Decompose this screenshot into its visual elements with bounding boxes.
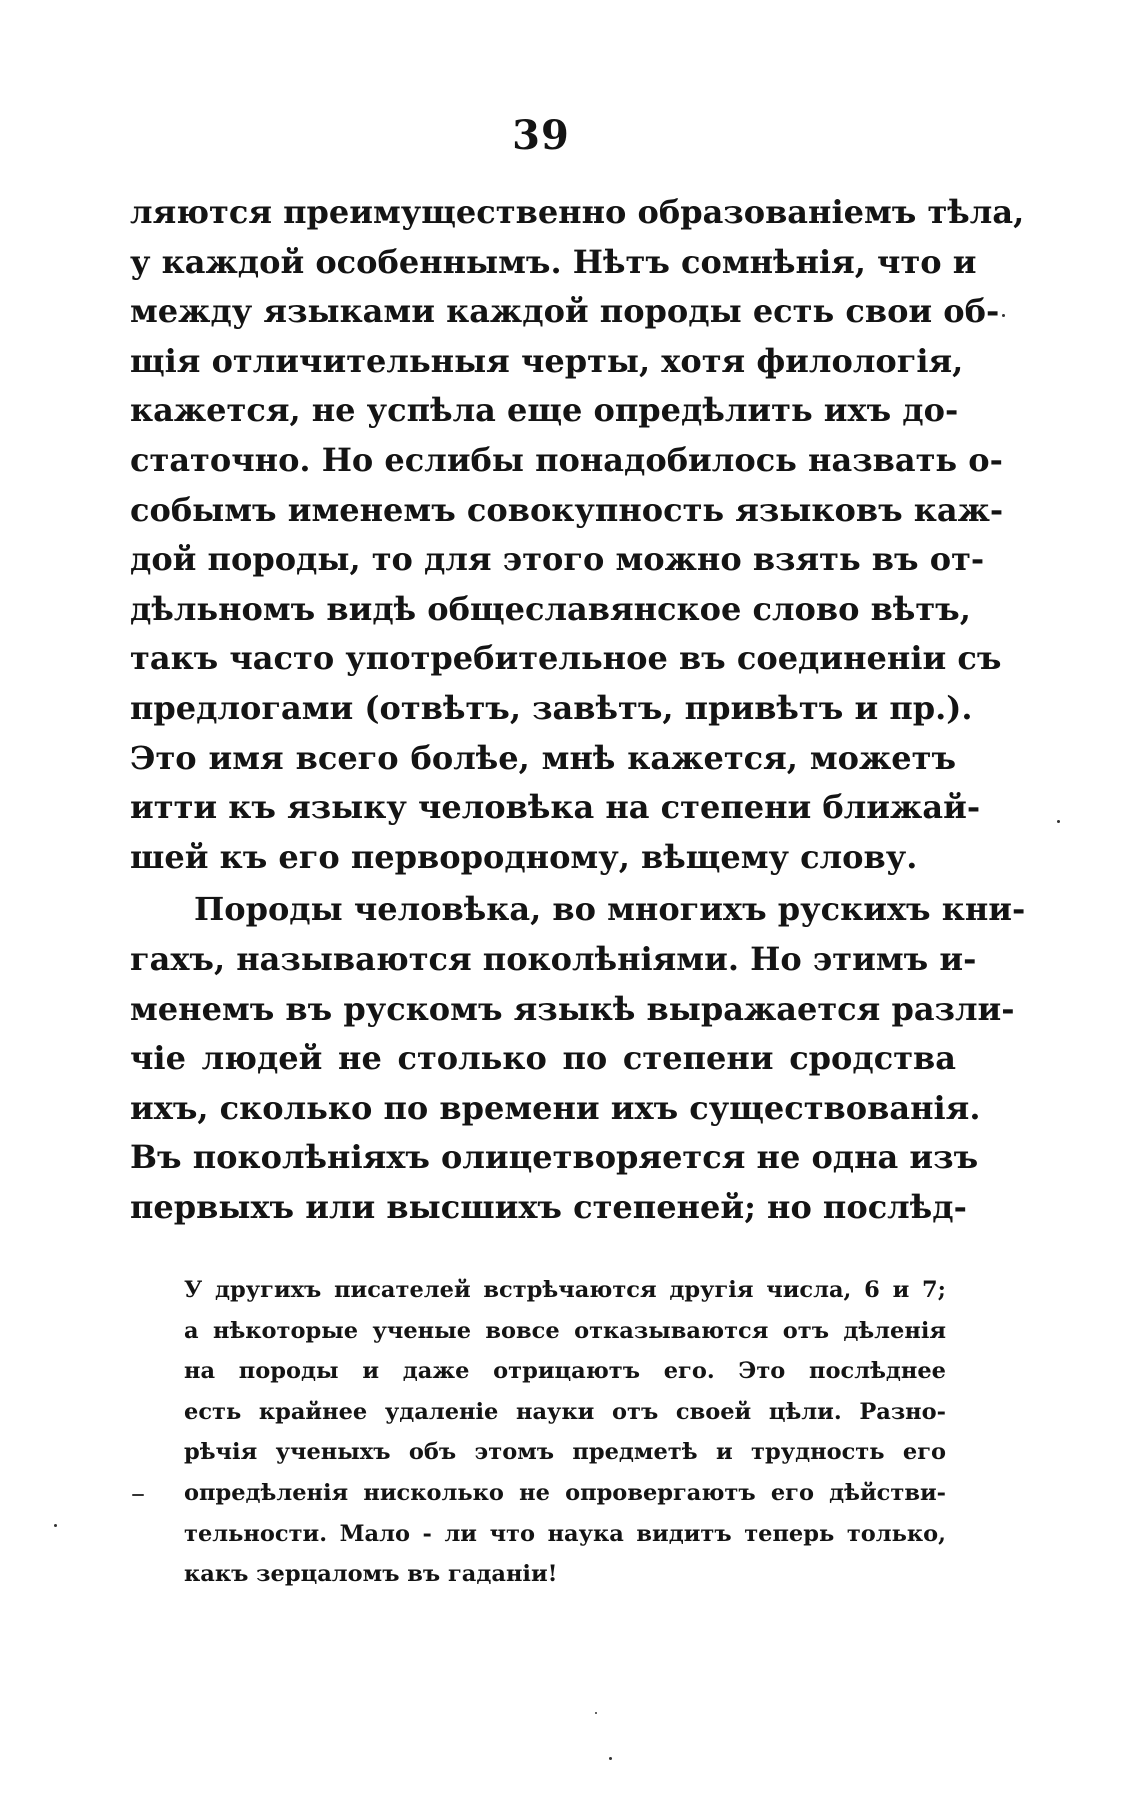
print-speck xyxy=(595,1712,597,1714)
footnote-line: а нѣкоторые ученые вовсе отказываются отъ дѣленія xyxy=(184,1317,946,1344)
footnote-line: на породы и даже отрицаютъ его. Это послѣднее xyxy=(184,1358,946,1385)
footnote-line: тельности. Мало - ли что наука видитъ теперь только, xyxy=(184,1520,946,1547)
page-number: 39 xyxy=(512,112,570,159)
text-line: Породы человѣка, во многихъ рускихъ кни- xyxy=(194,890,1026,929)
print-speck xyxy=(1057,820,1060,823)
text-line: предлогами (отвѣтъ, завѣтъ, привѣтъ и пр.). xyxy=(130,688,973,727)
text-line: ихъ, сколько по времени ихъ существованія. xyxy=(130,1088,981,1127)
text-line: такъ часто употребительное въ соединеніи съ xyxy=(130,639,1002,678)
footnote-line: опредѣленія нисколько не опровергаютъ его дѣйстви- xyxy=(184,1479,946,1506)
print-speck xyxy=(609,1757,612,1760)
text-line: Это имя всего болѣе, мнѣ кажется, можетъ xyxy=(130,738,956,777)
footnote-line: рѣчія ученыхъ объ этомъ предметѣ и трудность его xyxy=(184,1439,946,1466)
print-speck xyxy=(54,1524,57,1527)
text-line: итти къ языку человѣка на степени ближай- xyxy=(130,788,981,827)
main-text xyxy=(130,188,1026,1232)
text-line: шей къ его первородному, вѣщему слову. xyxy=(130,837,918,876)
footnote-line: есть крайнее удаленіе науки отъ своей цѣли. Разно- xyxy=(184,1398,946,1425)
text-line: собымъ именемъ совокупность языковъ каж- xyxy=(130,490,1004,529)
text-line: гахъ, называются поколѣніями. Но этимъ и- xyxy=(130,939,977,978)
text-line: статочно. Но еслибы понадобилось назвать о- xyxy=(130,440,1003,479)
footnote xyxy=(184,1270,946,1595)
text-line: Въ поколѣніяхъ олицетворяется не одна изъ xyxy=(130,1138,979,1177)
footnote-line: какъ зерцаломъ въ гаданіи! xyxy=(184,1561,558,1588)
print-speck xyxy=(132,1494,144,1496)
text-line: ляются преимущественно образованіемъ тѣла, xyxy=(130,193,1025,231)
text-line: щія отличительныя черты, хотя филологія, xyxy=(130,341,964,380)
text-line: между языками каждой породы есть свои об- xyxy=(130,292,1000,331)
text-line: чіе людей не столько по степени сродства xyxy=(130,1039,956,1078)
text-line: первыхъ или высшихъ степеней; но послѣд- xyxy=(130,1187,967,1226)
text-line: у каждой особеннымъ. Нѣтъ сомнѣнія, что и xyxy=(130,242,977,281)
print-speck xyxy=(1002,314,1005,317)
footnote-line: У другихъ писателей встрѣчаются другія числа, 6 и 7; xyxy=(184,1277,946,1303)
text-line: кажется, не успѣла еще опредѣлить ихъ до- xyxy=(130,391,959,430)
text-line: дой породы, то для этого можно взять въ от- xyxy=(130,540,985,579)
text-line: дѣльномъ видѣ общеславянское слово вѣтъ, xyxy=(130,589,971,628)
text-line: менемъ въ рускомъ языкѣ выражается разли- xyxy=(130,989,1015,1028)
